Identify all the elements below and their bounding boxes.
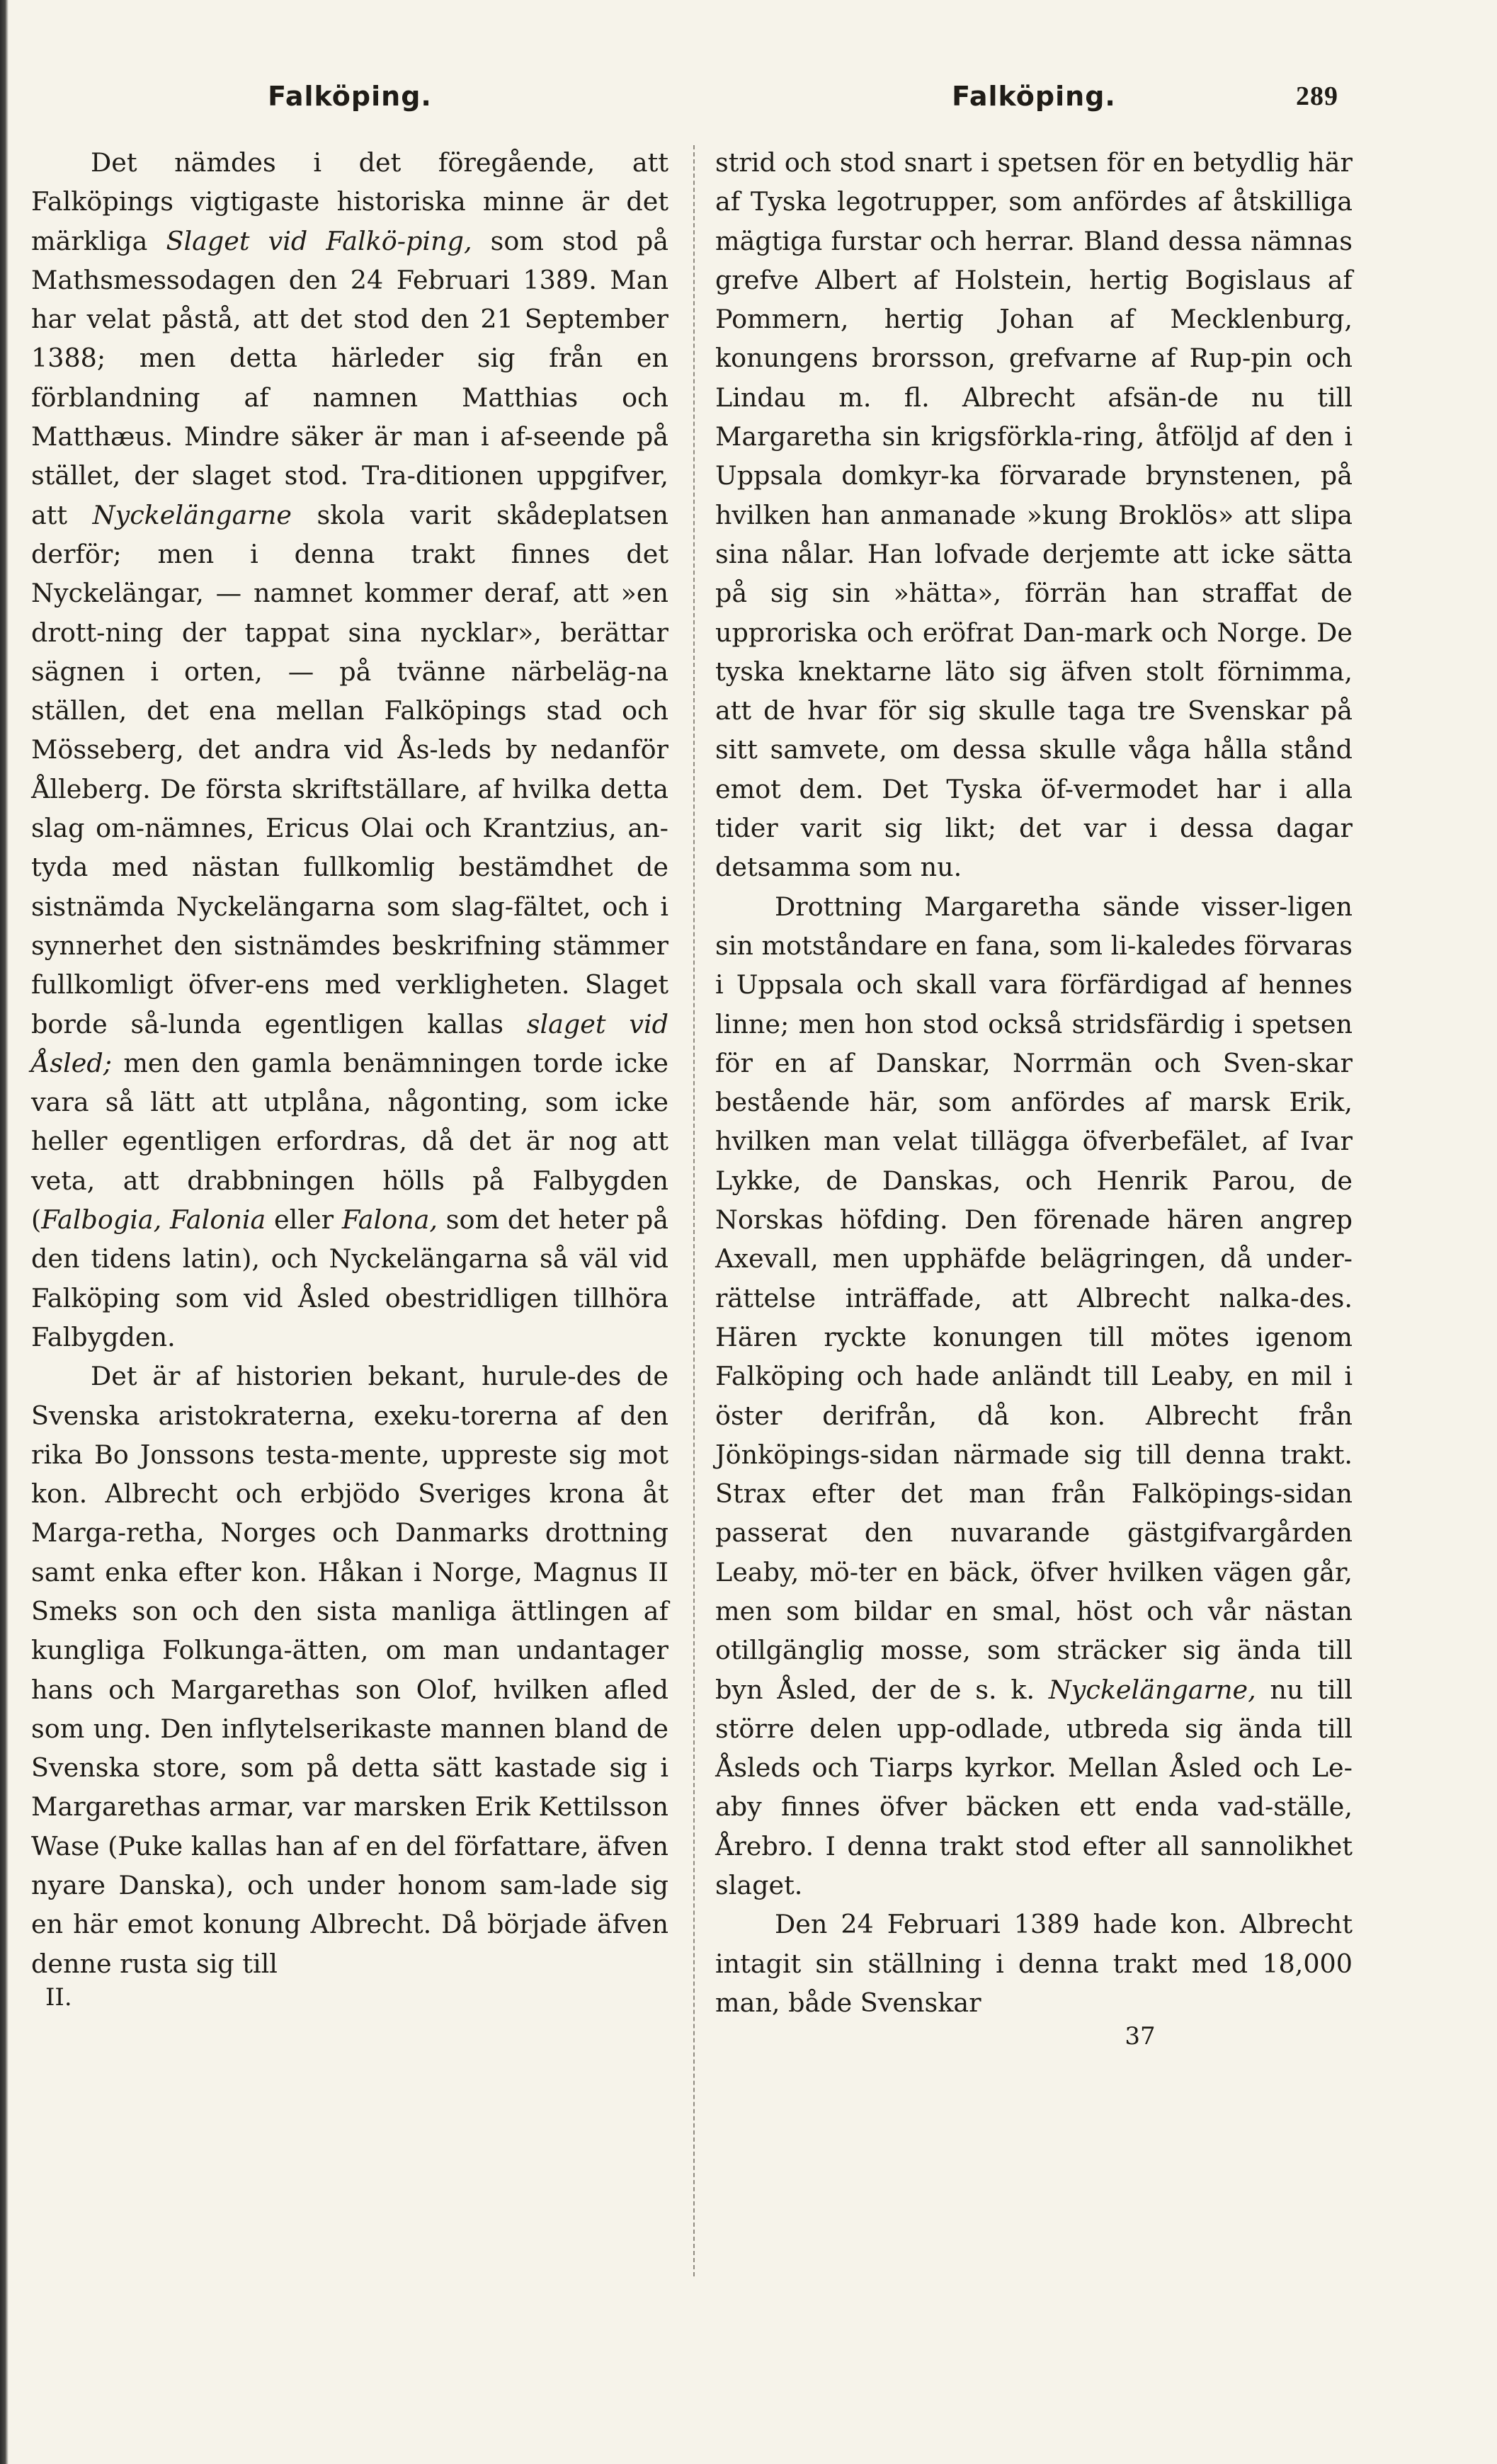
signature-mark-right: 37 [1125,2022,1156,2051]
paragraph: Det nämdes i det föregående, att Falköpings vigtigaste historiska minne är det märkliga Slaget vid Falkö-ping, som stod på Mathsmessodagen den 24 Februari 1389. Man har velat påstå, att det stod den 21 September 1388; men detta härleder sig från en förblandning af namnen Matthias och Matthæus. Mindre säker är man i af-seende på stället, der slaget stod. Tra-ditionen uppgifver, att Nyckelängarne skola varit skådeplatsen derför; men i denna trakt finnes det Nyckelängar, — namnet kommer deraf, att »en drott-ning der tappat sina nycklar», berättar sägnen i orten, — på tvänne närbeläg-na ställen, det ena mellan Falköpings stad och Mösseberg, det andra vid Ås-leds by nedanför Ålleberg. De första skriftställare, af hvilka detta slag om-nämnes, Ericus Olai och Krantzius, an-tyda med nästan fullkomlig bestämdhet de sistnämda Nyckelängarna som slag-fältet, och i synnerhet den sistnämdes beskrifning stämmer fullkomligt öfver-ens med verkligheten. Slaget borde så-lunda egentligen kallas slaget vid Åsled; men den gamla benämningen torde icke vara så lätt att utplåna, någonting, som icke heller egentligen erfordras, då det är nog att veta, att drabbningen hölls på Falbygden (Falbogia, Falonia eller Falona, som det heter på den tidens latin), och Nyckelängarna så väl vid Falköping som vid Åsled obestridligen tillhöra Falbygden. [31,147,669,1352]
left-page [31,78,668,2012]
right-page-text [715,143,1353,2022]
running-head-left: Falköping. [268,81,432,112]
paragraph: Den 24 Februari 1389 hade kon. Albrecht intagit sin ställning i denna trakt med 18,000 man, både Svenskar [715,1909,1353,2018]
italic-emphasis: Nyckelängarne [92,499,292,530]
paragraph: strid och stod snart i spetsen för en betydlig här af Tyska legotrupper, som anfördes af åtskilliga mägtiga furstar och herrar. Bland dessa nämnas grefve Albert af Holstein, hertig Bogislaus af Pommern, hertig Johan af Mecklenburg, konungens brorsson, grefvarne af Rup-pin och Lindau m. fl. Albrecht afsän-de nu till Margaretha sin krigsförkla-ring, åtföljd af den i Uppsala domkyr-ka förvarade brynstenen, på hvilken han anmanade »kung Broklös» att slipa sina nålar. Han lofvade derjemte att icke sätta på sig sin »hätta», förrän han straffat de upproriska och eröfrat Dan-mark och Norge. De tyska knektarne läto sig äfven stolt förnimma, att de hvar för sig skulle taga tre Svenskar på sitt samvete, om dessa skulle våga hålla stånd emot dem. Det Tyska öf-vermodet har i alla tider varit sig likt; det var i dessa dagar detsamma som nu. [715,147,1353,883]
book-binding-edge [0,0,8,2464]
signature-mark-left: II. [45,1983,72,2012]
paragraph: Drottning Margaretha sände visser-ligen sin motståndare en fana, som li-kaledes förvaras i Uppsala och skall vara förfärdigad af hennes linne; men hon stod också stridsfärdig i spetsen för en af Danskar, Norrmän och Sven-skar bestående här, som anfördes af marsk Erik, hvilken man velat tillägga öfverbefälet, af Ivar Lykke, de Danskas, och Henrik Parou, de Norskas höfding. Den förenade hären angrep Axevall, men upphäfde belägringen, då under-rättelse inträffade, att Albrecht nalka-des. Hären ryckte konungen till mötes igenom Falköping och hade anländt till Leaby, en mil i öster derifrån, då kon. Albrecht från Jönköpings-sidan närmade sig till denna trakt. Strax efter det man från Falköpings-sidan passerat den nuvarande gästgifvargården Leaby, mö-ter en bäck, öfver hvilken vägen går, men som bildar en smal, höst och vår nästan otillgänglig mosse, som sträcker sig ända till byn Åsled, der de s. k. Nyckelängarne, nu till större delen upp-odlade, utbreda sig ända till Åsleds och Tiarps kyrkor. Mellan Åsled och Le-aby finnes öfver bäcken ett enda vad-ställe, Årebro. I denna trakt stod efter all sannolikhet slaget. [715,891,1353,1901]
italic-emphasis: Nyckelängarne, [1048,1674,1256,1705]
running-head-right-title: Falköping. [952,81,1116,112]
italic-emphasis: Falbogia, Falonia [41,1204,266,1236]
italic-emphasis: Slaget vid Falkö-ping, [166,225,472,256]
paragraph: Det är af historien bekant, hurule-des de Svenska aristokraterna, exeku-torerna af den rika Bo Jonssons testa-mente, uppreste sig mot kon. Albrecht och erbjödo Sveriges krona åt Marga-retha, Norges och Danmarks drottning samt enka efter kon. Håkan i Norge, Magnus II Smeks son och den sista manliga ättlingen af kungliga Folkunga-ätten, om man undantager hans och Margarethas son Olof, hvilken afled som ung. Den inflytelserikaste mannen bland de Svenska store, som på detta sätt kastade sig i Margarethas armar, var marsken Erik Kettilsson Wase (Puke kallas han af en del författare, äfven nyare Danska), och under honom sam-lade sig en här emot konung Albrecht. Då började äfven denne rusta sig till [31,1361,668,1979]
running-head-right [715,78,1353,115]
page-number: 289 [1296,81,1338,111]
right-page [715,78,1353,2051]
italic-emphasis: slaget vid Åsled; [31,1008,668,1078]
left-page-text [31,143,668,1983]
column-divider [693,145,695,2276]
italic-emphasis: Falona, [341,1204,438,1236]
